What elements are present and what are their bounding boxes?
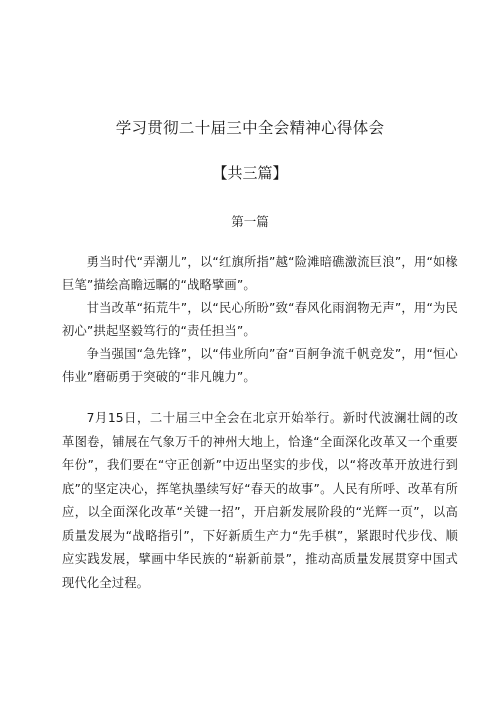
paragraph-2: 甘当改革“拓荒牛”，以“民心所盼”致“春风化雨润物无声”，用“为民初心”拱起坚毅笃行的“责任担当”。 — [62, 301, 458, 339]
section-label: 第一篇 — [231, 214, 269, 229]
paragraph-4: 7月15日，二十届三中全会在北京开始举行。新时代波澜壮阔的改革图卷，铺展在气象万千的神州大地上，恰逢“全面深化改革又一个重要年份”，我们要在“守正创新”中迈出坚实的步伐，以“将改革开放进行到底”的坚定决心，挥笔执墨续写好“春天的故事”。人民有所呼、改革有所应，以全面深化改革“关键一招”，开启新发展阶段的“光辉一页”，以高质量发展为“战略指引”，下好新质生产力“先手棋”，紧跟时代步伐、顺应实践发展，擘画中华民族的“崭新前景”，推动高质量发展贯穿中国式现代化全过程。 — [62, 411, 458, 590]
document-title: 学习贯彻二十届三中全会精神心得体会 — [115, 119, 385, 137]
document-subtitle: 【共三篇】 — [212, 164, 288, 182]
paragraph-3: 争当强国“急先锋”，以“伟业所向”奋“百舸争流千帆竞发”，用“恒心伟业”磨砺勇于突破的“非凡魄力”。 — [62, 347, 458, 385]
paragraph-1: 勇当时代“弄潮儿”，以“红旗所指”越“险滩暗礁激流巨浪”，用“如椽巨笔”描绘高瞻远瞩的“战略擘画”。 — [62, 255, 458, 293]
